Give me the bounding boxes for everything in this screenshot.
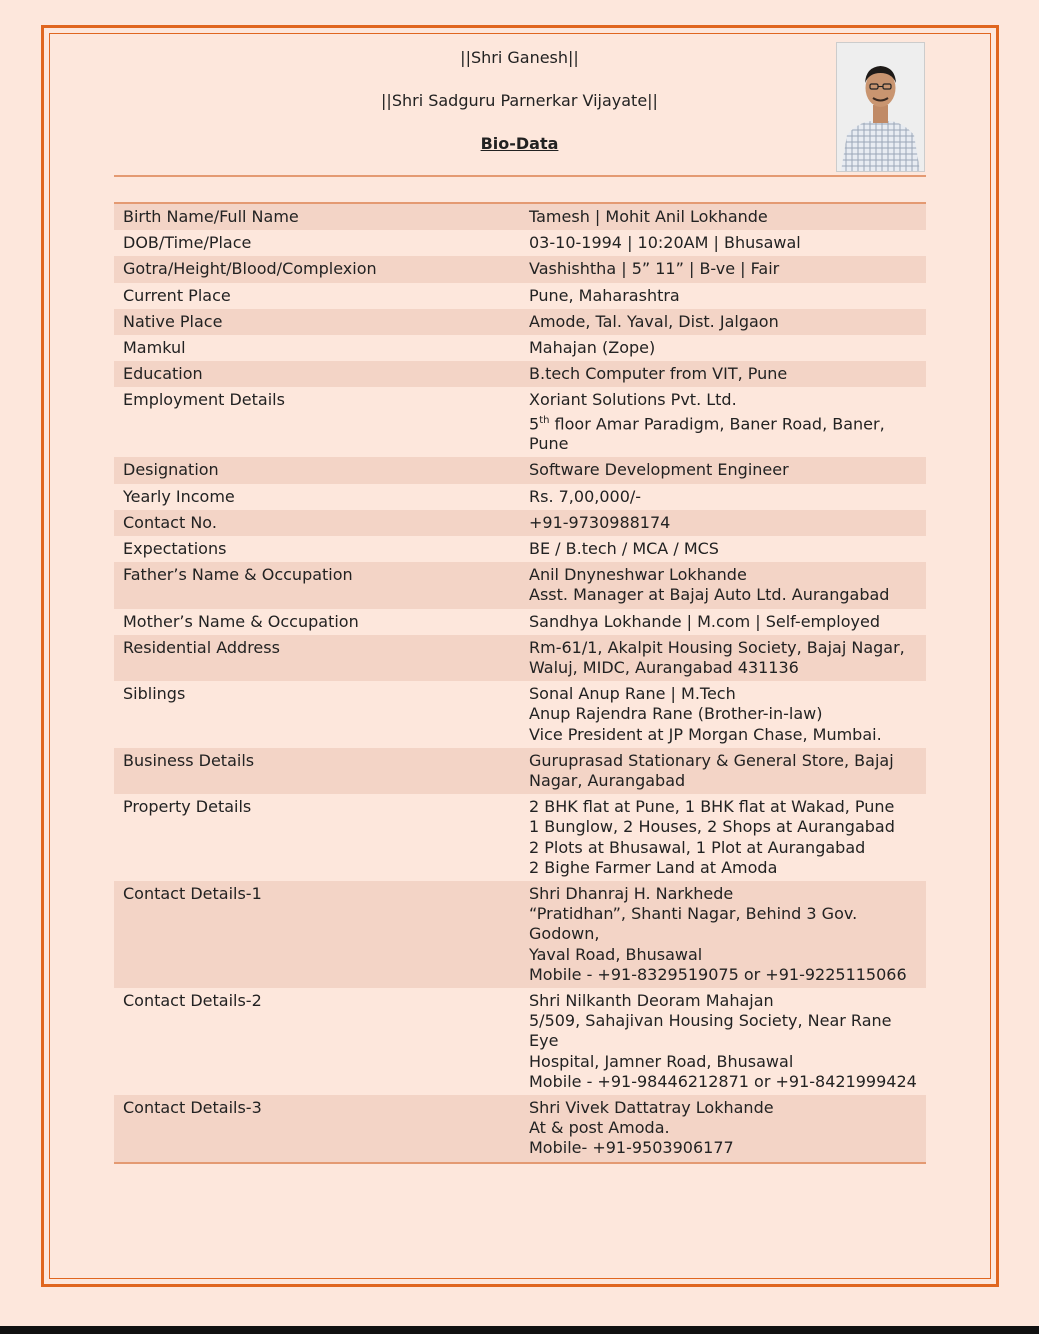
field-label: Contact Details-1 [114, 881, 520, 988]
table-row [114, 361, 926, 387]
field-value [520, 635, 926, 681]
table-row [114, 881, 926, 988]
field-value-line: B.tech Computer from VIT, Pune [529, 364, 788, 384]
field-label: Father’s Name & Occupation [114, 562, 520, 608]
field-value-line: 5th floor Amar Paradigm, Baner Road, Baner, Pune [529, 413, 885, 454]
field-value-line: Shri Nilkanth Deoram Mahajan [529, 991, 774, 1011]
field-label: Gotra/Height/Blood/Complexion [114, 256, 520, 282]
table-row [114, 309, 926, 335]
field-value [520, 988, 926, 1095]
field-value-line: Hospital, Jamner Road, Bhusawal [529, 1051, 794, 1071]
field-label: Contact No. [114, 510, 520, 536]
field-value-line: Xoriant Solutions Pvt. Ltd. [529, 390, 737, 410]
field-label: Contact Details-3 [114, 1095, 520, 1163]
field-label: Current Place [114, 283, 520, 309]
table-row [114, 256, 926, 282]
field-value-line: Tamesh | Mohit Anil Lokhande [529, 207, 768, 226]
field-value [520, 335, 926, 361]
field-label: Siblings [114, 681, 520, 748]
table-row [114, 510, 926, 536]
field-label: Mother’s Name & Occupation [114, 609, 520, 635]
field-label: Contact Details-2 [114, 988, 520, 1095]
header-divider [114, 175, 926, 177]
field-value-line: Waluj, MIDC, Aurangabad 431136 [529, 657, 799, 677]
field-value-line: Vice President at JP Morgan Chase, Mumbai. [529, 724, 882, 744]
field-label: DOB/Time/Place [114, 230, 520, 256]
table-row [114, 230, 926, 256]
field-value-line: Amode, Tal. Yaval, Dist. Jalgaon [529, 311, 779, 331]
field-value [520, 794, 926, 881]
field-label: Education [114, 361, 520, 387]
invocation-line-2: ||Shri Sadguru Parnerkar Vijayate|| [381, 91, 658, 110]
table-row [114, 681, 926, 748]
field-value-line: Yaval Road, Bhusawal [529, 944, 703, 964]
field-value-line: Vashishtha | 5” 11” | B-ve | Fair [529, 259, 780, 279]
field-value-line: At & post Amoda. [529, 1118, 670, 1138]
field-value [520, 609, 926, 635]
field-value-line: +91-9730988174 [529, 512, 671, 532]
table-row [114, 457, 926, 483]
field-label: Property Details [114, 794, 520, 881]
document-title: Bio-Data [480, 134, 559, 153]
table-row [114, 794, 926, 881]
field-label: Business Details [114, 748, 520, 794]
field-value-line: “Pratidhan”, Shanti Nagar, Behind 3 Gov. Godown, [529, 904, 858, 944]
window-bottom-bar [0, 1326, 1039, 1334]
field-value-line: Rm-61/1, Akalpit Housing Society, Bajaj Nagar, [529, 637, 905, 657]
field-value-line: Shri Dhanraj H. Narkhede [529, 884, 734, 904]
field-value-line: Anup Rajendra Rane (Brother-in-law) [529, 704, 823, 724]
field-value-line: Mobile - +91-98446212871 or +91-8421999424 [529, 1071, 917, 1091]
field-value-line: 2 Bighe Farmer Land at Amoda [529, 857, 778, 877]
field-value-line: Sandhya Lokhande | M.com | Self-employed [529, 611, 880, 631]
field-value-line: Shri Vivek Dattatray Lokhande [529, 1098, 774, 1118]
field-value-line: Mahajan (Zope) [529, 338, 656, 358]
field-value [520, 510, 926, 536]
field-label: Native Place [114, 309, 520, 335]
field-value-line: Guruprasad Stationary & General Store, Bajaj [529, 750, 894, 770]
field-value-line: 2 BHK flat at Pune, 1 BHK flat at Wakad, Pune [529, 797, 895, 817]
table-row [114, 536, 926, 562]
invocation-line-1: ||Shri Ganesh|| [460, 48, 579, 67]
field-value-line: Nagar, Aurangabad [529, 771, 686, 790]
field-value [520, 309, 926, 335]
field-value-line: 2 Plots at Bhusawal, 1 Plot at Aurangabad [529, 837, 866, 857]
field-label: Residential Address [114, 635, 520, 681]
table-row [114, 562, 926, 608]
bio-data-table [114, 202, 926, 1164]
field-value [520, 387, 926, 457]
field-value [520, 536, 926, 562]
field-value-line: 03-10-1994 | 10:20AM | Bhusawal [529, 233, 801, 253]
field-value [520, 881, 926, 988]
table-row [114, 283, 926, 309]
table-row [114, 1095, 926, 1163]
field-value-line: Sonal Anup Rane | M.Tech [529, 684, 736, 704]
field-value-line: 5/509, Sahajivan Housing Society, Near Rane Eye [529, 1011, 892, 1051]
field-label: Mamkul [114, 335, 520, 361]
table-row [114, 748, 926, 794]
field-value [520, 256, 926, 282]
field-value [520, 562, 926, 608]
field-value-line: 1 Bunglow, 2 Houses, 2 Shops at Aurangabad [529, 817, 895, 837]
field-value [520, 361, 926, 387]
table-row [114, 203, 926, 230]
field-value-line: Software Development Engineer [529, 460, 789, 480]
field-value-line: Rs. 7,00,000/- [529, 486, 642, 506]
field-value [520, 681, 926, 748]
table-row [114, 484, 926, 510]
field-value [520, 457, 926, 483]
field-value [520, 203, 926, 230]
field-label: Designation [114, 457, 520, 483]
field-value [520, 748, 926, 794]
table-row [114, 387, 926, 457]
field-value [520, 484, 926, 510]
table-row [114, 609, 926, 635]
field-label: Employment Details [114, 387, 520, 457]
field-value-line: Pune, Maharashtra [529, 285, 680, 305]
field-label: Yearly Income [114, 484, 520, 510]
field-value [520, 230, 926, 256]
field-value-line: Mobile- +91-9503906177 [529, 1138, 734, 1158]
field-value-line: Anil Dnyneshwar Lokhande [529, 565, 747, 585]
field-value-line: Asst. Manager at Bajaj Auto Ltd. Aurangabad [529, 585, 890, 605]
field-value-line: BE / B.tech / MCA / MCS [529, 538, 719, 558]
table-row [114, 988, 926, 1095]
field-value [520, 1095, 926, 1163]
table-row [114, 635, 926, 681]
field-label: Birth Name/Full Name [114, 203, 520, 230]
field-label: Expectations [114, 536, 520, 562]
field-value [520, 283, 926, 309]
table-row [114, 335, 926, 361]
field-value-line: Mobile - +91-8329519075 or +91-9225115066 [529, 964, 907, 984]
profile-photo [836, 42, 925, 172]
